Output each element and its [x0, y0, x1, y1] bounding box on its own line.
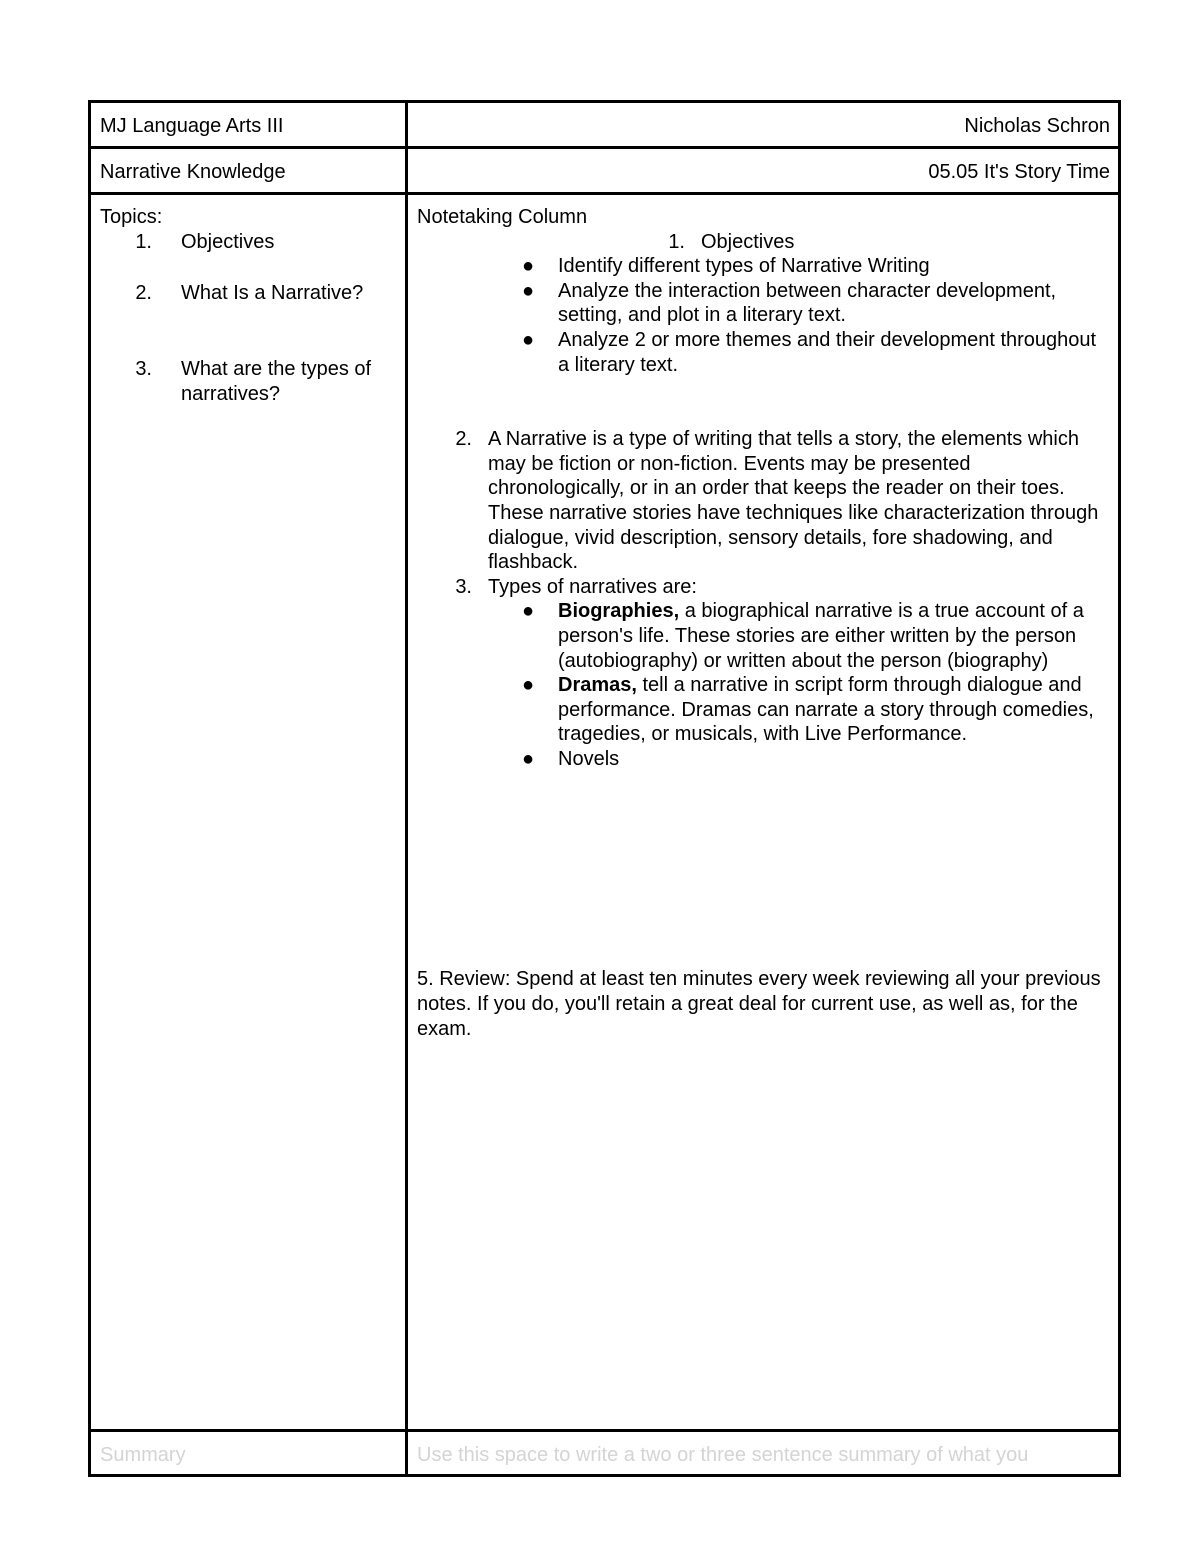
objective-text: Analyze 2 or more themes and their development throughout a literary text.	[558, 328, 1097, 376]
lesson-cell	[407, 148, 1120, 194]
course-name: MJ Language Arts III	[100, 115, 284, 137]
narrative-item	[417, 427, 1108, 575]
objective-text: Identify different types of Narrative Writing	[558, 255, 930, 278]
summary-text-cell[interactable]	[407, 1431, 1120, 1476]
bullet-icon: ●	[522, 279, 535, 302]
student-cell	[407, 102, 1120, 148]
type-bold: Biographies,	[558, 600, 680, 623]
narrative-number: 2.	[455, 428, 472, 451]
summary-placeholder: Use this space to write a two or three sentence summary of what you	[417, 1444, 1029, 1466]
type-bold: Dramas,	[558, 674, 637, 697]
objectives-item	[417, 230, 1108, 255]
bullet-icon: ●	[522, 747, 535, 770]
header-row-1	[90, 102, 1120, 148]
objective-bullet	[417, 279, 1108, 328]
course-cell	[90, 102, 407, 148]
type-body: Novels	[558, 747, 620, 770]
notetaking-column	[407, 194, 1120, 1431]
review-note: 5. Review: Spend at least ten minutes every week reviewing all your previous notes. If you do, you'll retain a great deal for current use, as well as, for the exam.	[417, 968, 1101, 1040]
topic-text: What Is a Narrative?	[181, 282, 364, 304]
type-text	[558, 599, 1108, 673]
type-bullet	[417, 599, 1108, 673]
topics-label: Topics:	[100, 206, 163, 228]
topic-item	[100, 230, 397, 255]
type-text	[558, 747, 1108, 772]
summary-label-cell	[90, 1431, 407, 1476]
type-text	[558, 673, 1108, 747]
header-row-2	[90, 148, 1120, 194]
bullet-icon: ●	[522, 328, 535, 351]
topic-text: What are the types of narratives?	[181, 358, 372, 405]
topic-title: Narrative Knowledge	[100, 161, 286, 183]
types-number: 3.	[455, 575, 472, 598]
main-row	[90, 194, 1120, 1431]
lesson-title: 05.05 It's Story Time	[928, 161, 1110, 183]
types-text: Types of narratives are:	[488, 575, 697, 598]
summary-label: Summary	[100, 1444, 186, 1466]
objective-bullet	[417, 254, 1108, 279]
topic-text: Objectives	[181, 231, 275, 253]
objectives-title: Objectives	[701, 230, 795, 253]
topic-number: 2.	[135, 282, 152, 304]
objective-bullet	[417, 328, 1108, 377]
bullet-icon: ●	[522, 674, 535, 697]
types-item	[417, 575, 1108, 600]
narrative-text: A Narrative is a type of writing that tells a story, the elements which may be fiction or non-fiction. Events may be presented chronologically, or in an order that keeps the reader on their toes. These narrative stories have techniques like characterization through dialogue, vivid description, sensory details, fore shadowing, and flashback.	[488, 428, 1099, 574]
type-bullet	[417, 747, 1108, 772]
type-body: tell a narrative in script form through dialogue and performance. Dramas can narrate a story through comedies, tragedies, or musicals, with Live Performance.	[558, 674, 1094, 746]
type-bullet	[417, 673, 1108, 747]
topic-number: 1.	[135, 231, 152, 253]
type-body: a biographical narrative is a true account of a person's life. These stories are either written by the person (autobiography) or written about the person (biography)	[558, 600, 1084, 672]
objectives-number: 1.	[668, 230, 685, 253]
topics-column	[90, 194, 407, 1431]
topic-item	[100, 281, 397, 306]
student-name: Nicholas Schron	[964, 115, 1110, 137]
topic-cell	[90, 148, 407, 194]
notes-heading: Notetaking Column	[417, 206, 588, 228]
bullet-icon: ●	[522, 600, 535, 623]
topic-item	[100, 357, 397, 407]
cornell-notes-table	[88, 100, 1121, 1477]
objective-text: Analyze the interaction between character development, setting, and plot in a literary text.	[558, 279, 1057, 327]
summary-row	[90, 1431, 1120, 1476]
topic-number: 3.	[135, 358, 152, 380]
bullet-icon: ●	[522, 255, 535, 278]
